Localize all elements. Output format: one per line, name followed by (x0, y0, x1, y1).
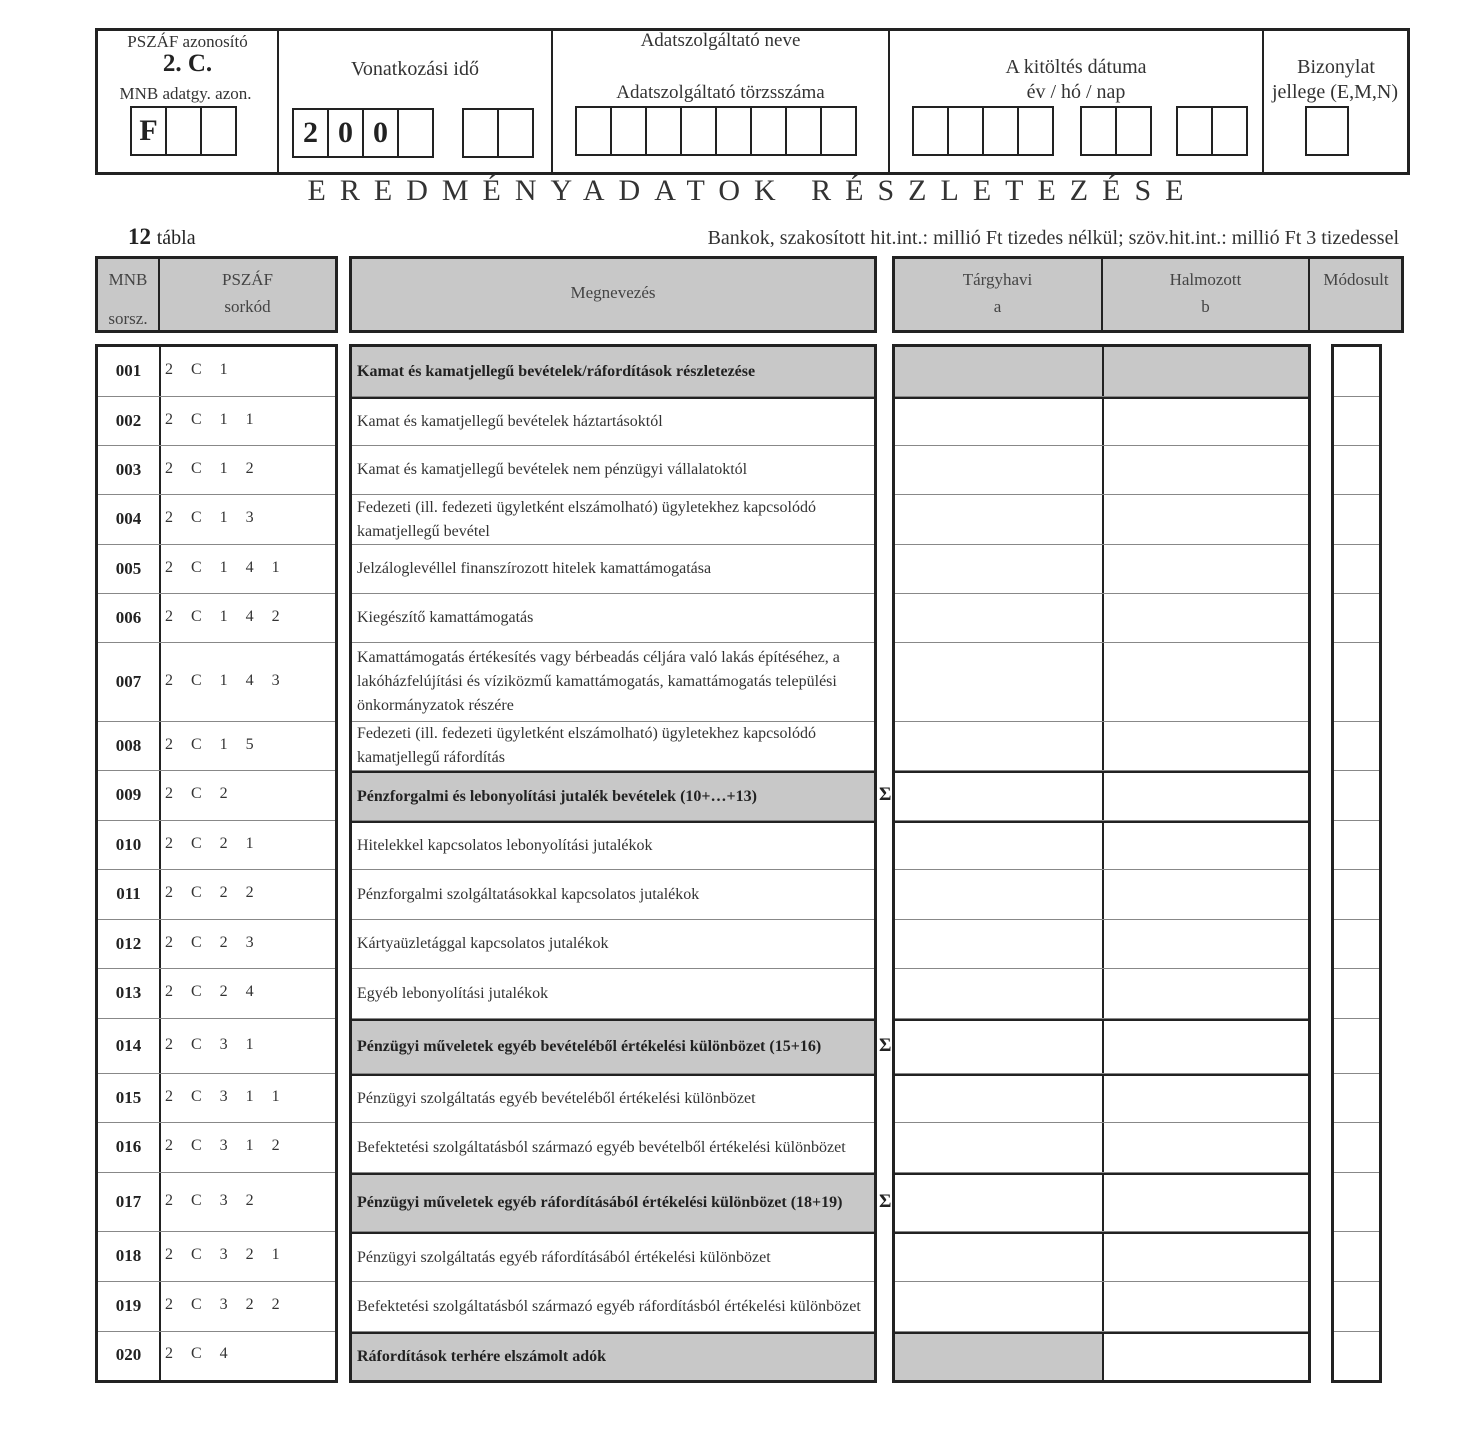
value-cell-a[interactable] (895, 643, 1102, 721)
col-b-1: Halmozott (1169, 270, 1242, 289)
mnb-id-boxes (130, 106, 237, 156)
value-row (895, 722, 1308, 771)
modified-cell[interactable] (1334, 1232, 1379, 1282)
value-cell-a[interactable] (895, 1234, 1102, 1281)
desc-row (352, 969, 874, 1019)
table-row (98, 1332, 335, 1380)
modified-cell[interactable] (1334, 821, 1379, 870)
date-boxes-year (912, 106, 1054, 156)
reg-box[interactable] (820, 106, 857, 156)
row-number: 015 (115, 1087, 142, 1107)
value-cell-a[interactable] (895, 1282, 1102, 1331)
row-number: 009 (115, 785, 142, 804)
row-description: Egyéb lebonyolítási jutalékok (357, 984, 549, 1002)
row-code: 2 C 1 3 (165, 509, 261, 526)
desc-row (352, 1173, 874, 1232)
desc-row (352, 722, 874, 771)
desc-row (352, 545, 874, 594)
mnb-id-label: MNB adatgy. azon. (119, 84, 252, 103)
value-row (895, 446, 1308, 495)
col-header-divider (158, 256, 160, 333)
col-mnb-1: MNB (108, 270, 148, 289)
row-number: 019 (115, 1296, 142, 1315)
row-code: 2 C 3 2 (165, 1191, 261, 1209)
value-cell-a[interactable] (895, 446, 1102, 494)
row-number: 007 (115, 671, 142, 691)
value-cell-b[interactable] (1104, 1123, 1308, 1172)
row-description: Kamat és kamatjellegű bevételek nem pénzügyi vállalatoktól (357, 461, 748, 478)
row-description: Fedezeti (ill. fedezeti ügyletként elszámolható) ügyletekhez kapcsolódó kamatjellegű ráfordítás (357, 725, 816, 766)
period-box[interactable] (497, 108, 534, 158)
table-row (98, 1019, 335, 1074)
row-number: 001 (115, 361, 142, 380)
row-description: Pénzforgalmi szolgáltatásokkal kapcsolatos jutalékok (357, 885, 700, 903)
row-description: Fedezeti (ill. fedezeti ügyletként elszámolható) ügyletekhez kapcsolódó kamatjellegű bevétel (357, 498, 816, 540)
row-code: 2 C 3 2 1 (165, 1246, 287, 1263)
modified-cell[interactable] (1334, 397, 1379, 446)
modified-cell[interactable] (1334, 594, 1379, 643)
row-code: 2 C 2 3 (165, 933, 261, 951)
col-mod: Módosult (1323, 270, 1389, 289)
row-code: 2 C 3 1 1 (165, 1087, 287, 1105)
row-number: 020 (115, 1345, 142, 1364)
row-code: 2 C 2 2 (165, 884, 261, 901)
doc-type-boxes (1305, 106, 1349, 156)
desc-row (352, 1332, 874, 1380)
period-box[interactable] (397, 108, 434, 158)
table-row (98, 397, 335, 446)
date-boxes-day (1176, 106, 1248, 156)
row-number: 013 (115, 983, 142, 1002)
row-description: Pénzügyi műveletek egyéb bevételéből értékelési különbözet (15+16) (357, 1038, 822, 1055)
table-row (98, 821, 335, 870)
row-code: 2 C 1 4 3 (165, 671, 287, 689)
desc-row (352, 821, 874, 870)
value-row (895, 545, 1308, 594)
row-code: 2 C 3 2 2 (165, 1296, 287, 1313)
col-desc: Megnevezés (570, 283, 656, 302)
form-code: 2. C. (162, 50, 213, 77)
row-number: 017 (115, 1191, 142, 1211)
value-cell-a[interactable] (895, 1175, 1102, 1231)
table-desc (349, 344, 877, 1383)
header-divider (277, 28, 279, 175)
desc-row (352, 771, 874, 821)
row-code: 2 C 4 (165, 1345, 235, 1362)
row-description: Kiegészítő kamattámogatás (357, 609, 534, 626)
value-cell-a[interactable] (895, 920, 1102, 968)
value-row (895, 821, 1308, 870)
period-box[interactable]: 0 (362, 108, 399, 158)
provider-reg-boxes (575, 106, 857, 156)
value-cell-b[interactable] (1104, 969, 1308, 1018)
table-row (98, 347, 335, 397)
row-code: 2 C 2 (165, 785, 235, 802)
provider-reg-label: Adatszolgáltató törzsszáma (616, 82, 825, 103)
period-label: Vonatkozási idő (351, 58, 479, 80)
value-cell-b[interactable] (1104, 545, 1308, 593)
value-row (895, 1173, 1308, 1232)
col-pszaf-1: PSZÁF (221, 270, 274, 289)
value-cell-b[interactable] (1104, 920, 1308, 968)
fill-date-sub-label: év / hó / nap (1026, 81, 1126, 103)
row-code: 2 C 2 1 (165, 834, 261, 852)
value-cell-b[interactable] (1104, 722, 1308, 770)
modified-cell[interactable] (1334, 1282, 1379, 1332)
pszaf-id-label: PSZÁF azonosító (127, 32, 248, 51)
value-cell-b[interactable] (1104, 823, 1308, 869)
table-word: tábla (156, 227, 196, 249)
desc-row (352, 495, 874, 545)
value-cell-a[interactable] (895, 1021, 1102, 1073)
table-row (98, 495, 335, 545)
fill-date-label: A kitöltés dátuma (1005, 56, 1147, 78)
value-cell-b[interactable] (1104, 594, 1308, 642)
period-box[interactable] (462, 108, 499, 158)
date-box[interactable] (1115, 106, 1152, 156)
table-row (98, 1232, 335, 1282)
row-number: 004 (115, 509, 142, 528)
value-cell-a[interactable] (895, 545, 1102, 593)
modified-cell[interactable] (1334, 495, 1379, 545)
value-cell-b[interactable] (1104, 446, 1308, 494)
desc-row (352, 870, 874, 920)
col-b-2: b (1201, 297, 1210, 316)
value-row (895, 1232, 1308, 1282)
row-number: 012 (115, 933, 142, 953)
table-row (98, 870, 335, 920)
reg-box[interactable] (785, 106, 822, 156)
value-row (895, 594, 1308, 643)
unit-note: Bankok, szakosított hit.int.: millió Ft tizedes nélkül; szöv.hit.int.: millió Ft 3 tizedessel (707, 227, 1399, 249)
id-box[interactable] (165, 106, 202, 156)
desc-row (352, 397, 874, 446)
table-number-value: 12 (128, 224, 151, 249)
date-box[interactable] (912, 106, 949, 156)
row-description: Pénzforgalmi és lebonyolítási jutalék bevételek (10+…+13) (357, 787, 757, 805)
modified-cell[interactable] (1334, 1019, 1379, 1074)
value-cell-a[interactable] (895, 823, 1102, 869)
value-cell-b[interactable] (1104, 773, 1308, 820)
desc-row (352, 1074, 874, 1123)
row-description: Kamattámogatás értékesítés vagy bérbeadás céljára való lakás építéséhez, a lakóházfelújítási és víziközmű kamattámogatás, kamattámogatás települési önkormányzatok részére (357, 649, 840, 714)
modified-cell[interactable] (1334, 643, 1379, 722)
date-box[interactable] (1176, 106, 1213, 156)
table-row (98, 594, 335, 643)
reg-box[interactable] (575, 106, 612, 156)
row-description: Pénzügyi szolgáltatás egyéb bevételéből értékelési különbözet (357, 1090, 756, 1107)
reg-box[interactable] (645, 106, 682, 156)
value-cell-a[interactable] (895, 495, 1102, 544)
table-row (98, 722, 335, 771)
row-number: 003 (115, 459, 142, 479)
desc-row (352, 920, 874, 969)
doc-type-label-2: jellege (E,M,N) (1271, 81, 1399, 103)
date-box[interactable] (1080, 106, 1117, 156)
desc-row (352, 1123, 874, 1173)
table-row (98, 920, 335, 969)
value-row (895, 1123, 1308, 1173)
row-code: 2 C 1 1 (165, 410, 261, 428)
desc-row (352, 347, 874, 397)
value-cell-a[interactable] (895, 1123, 1102, 1172)
value-cell-a (895, 347, 1102, 396)
id-box[interactable] (200, 106, 237, 156)
reg-box[interactable] (715, 106, 752, 156)
desc-row (352, 446, 874, 495)
value-cell-a[interactable] (895, 1076, 1102, 1122)
row-description: Jelzáloglevéllel finanszírozott hitelek kamattámogatása (357, 560, 712, 577)
table-mod (1331, 344, 1382, 1383)
col-a-1: Tárgyhavi (962, 270, 1033, 289)
table-row (98, 545, 335, 594)
modified-cell[interactable] (1334, 920, 1379, 969)
page-title: EREDMÉNYADATOK RÉSZLETEZÉSE (307, 174, 1198, 207)
value-row (895, 771, 1308, 821)
modified-cell[interactable] (1334, 969, 1379, 1019)
value-cell-b[interactable] (1104, 1021, 1308, 1073)
date-boxes-month (1080, 106, 1152, 156)
value-row (895, 643, 1308, 722)
reg-box[interactable] (610, 106, 647, 156)
reg-box[interactable] (750, 106, 787, 156)
value-cell-b[interactable] (1104, 870, 1308, 919)
value-row (895, 1332, 1308, 1380)
value-cell-a[interactable] (895, 870, 1102, 919)
row-code: 2 C 1 4 2 (165, 607, 287, 625)
row-description: Kamat és kamatjellegű bevételek/ráfordítások részletezése (357, 362, 756, 380)
sigma-icon: Σ (879, 784, 892, 805)
row-number: 005 (115, 558, 142, 578)
row-number: 002 (115, 410, 142, 430)
date-box[interactable] (1211, 106, 1248, 156)
modified-cell[interactable] (1334, 446, 1379, 495)
row-number: 010 (115, 834, 142, 854)
desc-row (352, 1282, 874, 1332)
modified-cell[interactable] (1334, 771, 1379, 821)
value-row (895, 870, 1308, 920)
value-row (895, 1074, 1308, 1123)
row-code: 2 C 3 1 2 (165, 1137, 287, 1154)
sigma-icon: Σ (879, 1034, 892, 1056)
modified-cell[interactable] (1334, 1332, 1379, 1380)
col-a-2: a (993, 297, 1002, 316)
row-number: 018 (115, 1246, 142, 1265)
value-cell-a (895, 1334, 1102, 1380)
row-number: 008 (115, 735, 142, 755)
row-description: Hitelekkel kapcsolatos lebonyolítási jutalékok (357, 837, 653, 854)
table-row (98, 771, 335, 821)
modified-cell[interactable] (1334, 1074, 1379, 1123)
row-description: Pénzügyi műveletek egyéb ráfordításából értékelési különbözet (18+19) (357, 1194, 843, 1211)
row-code: 2 C 3 1 (165, 1035, 261, 1053)
table-row (98, 969, 335, 1019)
period-boxes-month (462, 108, 534, 158)
modified-cell[interactable] (1334, 545, 1379, 594)
row-number: 014 (115, 1035, 142, 1055)
value-cell-b[interactable] (1104, 1234, 1308, 1281)
value-cell-b[interactable] (1104, 495, 1308, 544)
modified-cell[interactable] (1334, 1123, 1379, 1173)
value-cell-b[interactable] (1104, 1282, 1308, 1331)
date-box[interactable] (1017, 106, 1054, 156)
col-header-divider (1308, 256, 1310, 333)
value-row (895, 347, 1308, 397)
modified-cell[interactable] (1334, 722, 1379, 771)
desc-row (352, 1019, 874, 1074)
value-cell-b[interactable] (1104, 1334, 1308, 1380)
id-box[interactable]: F (130, 106, 167, 156)
sigma-icon: Σ (879, 1190, 892, 1212)
row-description: Kártyaüzletággal kapcsolatos jutalékok (357, 935, 609, 952)
value-cell-a[interactable] (895, 722, 1102, 770)
value-row (895, 920, 1308, 969)
modified-cell[interactable] (1334, 1173, 1379, 1232)
table-row (98, 1282, 335, 1332)
modified-cell[interactable] (1334, 347, 1379, 397)
period-box[interactable]: 2 (292, 108, 329, 158)
row-description: Befektetési szolgáltatásból származó egyéb bevételből értékelési különbözet (357, 1138, 846, 1156)
row-description: Befektetési szolgáltatásból származó egyéb ráfordításból értékelési különbözet (357, 1297, 861, 1315)
table-row (98, 1173, 335, 1232)
doc-type-label: Bizonylat (1297, 56, 1375, 78)
value-cell-a[interactable] (895, 594, 1102, 642)
row-number: 006 (115, 607, 142, 627)
value-cell-a[interactable] (895, 969, 1102, 1018)
col-header-values (892, 256, 1404, 333)
modified-cell[interactable] (1334, 870, 1379, 920)
row-code: 2 C 1 4 1 (165, 558, 287, 576)
provider-name-label: Adatszolgáltató neve (640, 30, 801, 51)
row-number: 016 (115, 1137, 142, 1156)
value-row (895, 495, 1308, 545)
row-description: Kamat és kamatjellegű bevételek háztartásoktól (357, 413, 663, 430)
doc-type-box[interactable] (1305, 106, 1349, 156)
value-row (895, 969, 1308, 1019)
value-cell-b[interactable] (1104, 1175, 1308, 1231)
table-number (128, 224, 196, 250)
value-row (895, 1282, 1308, 1332)
row-code: 2 C 1 5 (165, 735, 261, 753)
period-box[interactable]: 0 (327, 108, 364, 158)
value-cell-a[interactable] (895, 399, 1102, 445)
table-left (95, 344, 338, 1383)
table-row (98, 446, 335, 495)
row-number: 011 (116, 884, 141, 903)
table-row (98, 643, 335, 722)
date-box[interactable] (947, 106, 984, 156)
value-cell-b[interactable] (1104, 399, 1308, 445)
row-code: 2 C 2 4 (165, 983, 261, 1000)
row-code: 2 C 1 (165, 361, 235, 378)
value-cell-b (1104, 347, 1308, 396)
table-row (98, 1123, 335, 1173)
value-cell-a[interactable] (895, 773, 1102, 820)
row-description: Pénzügyi szolgáltatás egyéb ráfordításából értékelési különbözet (357, 1248, 771, 1266)
desc-row (352, 594, 874, 643)
row-code: 2 C 1 2 (165, 459, 261, 477)
reg-box[interactable] (680, 106, 717, 156)
col-pszaf-2: sorkód (224, 297, 271, 316)
value-row (895, 1019, 1308, 1074)
desc-row (352, 1232, 874, 1282)
period-boxes-year (292, 108, 434, 158)
value-row (895, 397, 1308, 446)
value-cell-b[interactable] (1104, 643, 1308, 721)
col-mnb-2: sorsz. (108, 309, 148, 328)
col-header-divider (1101, 256, 1103, 333)
desc-row (352, 643, 874, 722)
date-box[interactable] (982, 106, 1019, 156)
table-values (892, 344, 1311, 1383)
value-cell-b[interactable] (1104, 1076, 1308, 1122)
row-description: Ráfordítások terhére elszámolt adók (357, 1348, 606, 1365)
table-row (98, 1074, 335, 1123)
